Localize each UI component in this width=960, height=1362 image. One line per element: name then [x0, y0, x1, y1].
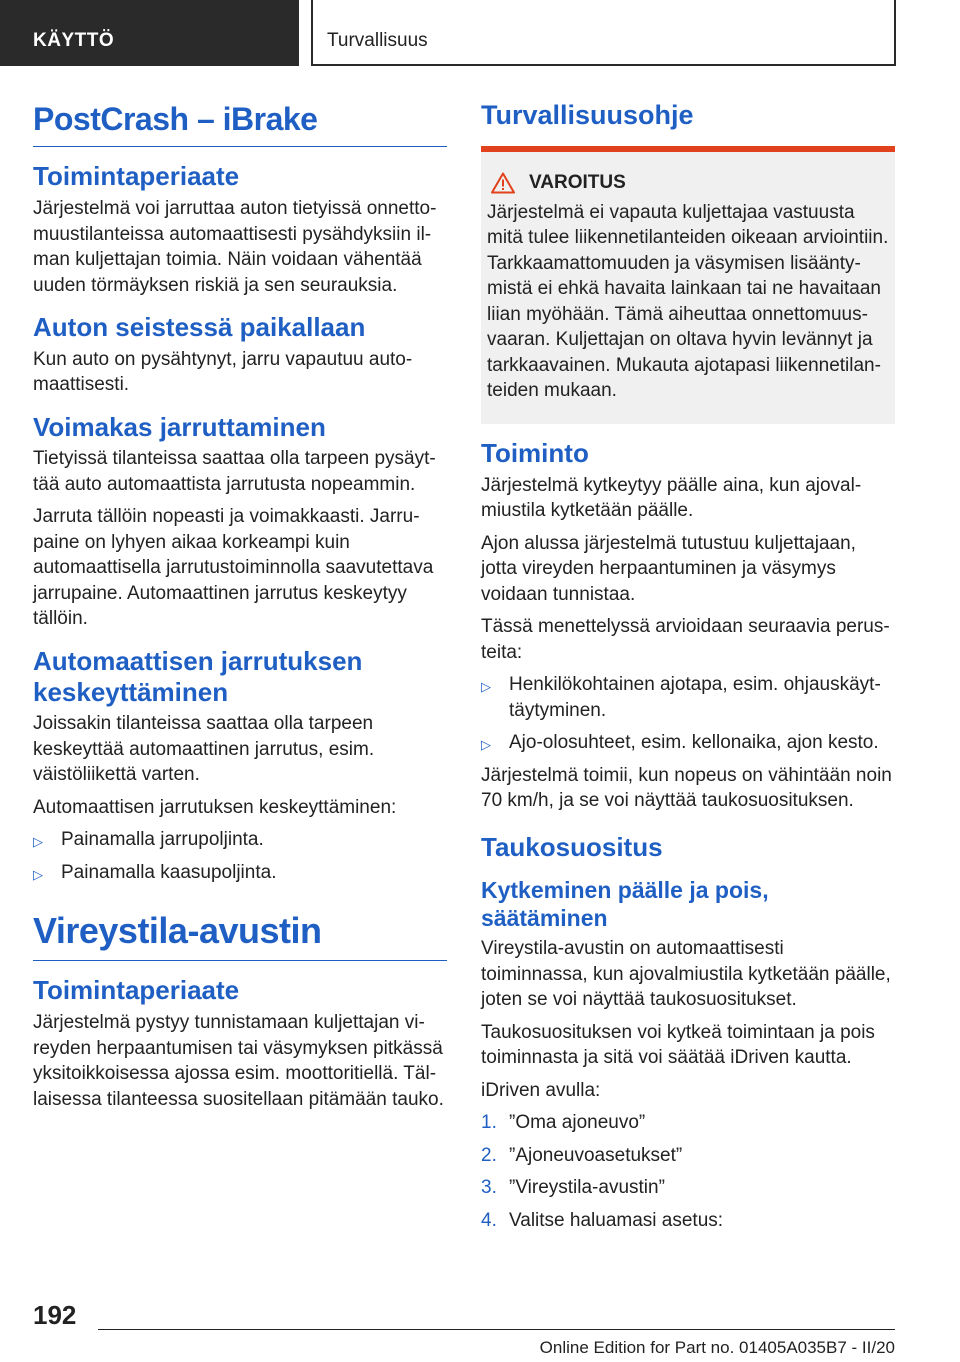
- paragraph-strong-braking-1: Tietyissä tilanteissa saattaa olla tarpeen pysäyttää auto automaattista jarrutusta nopeammin.: [33, 448, 436, 495]
- list-item: ▷ Henkilökohtainen ajotapa, esim. ohjauskäyttäytyminen.: [481, 674, 881, 721]
- list-item: ▷ Ajo-olosuhteet, esim. kellonaika, ajon kesto.: [481, 730, 895, 756]
- heading-vigilance-assistant: Vireystila-avustin: [33, 909, 447, 961]
- section-tab: [0, 0, 299, 66]
- heading-switch-adjust: Kytkeminen päälle ja pois, säätäminen: [481, 877, 769, 932]
- warning-box: [481, 146, 895, 424]
- heading-function: Toiminto: [481, 437, 589, 468]
- heading-safety-notice: Turvallisuusohje: [481, 100, 694, 130]
- warning-triangle-icon: [491, 172, 515, 194]
- heading-principle: Toimintaperiaate: [33, 161, 240, 192]
- heading-stationary: Auton seistessä paikallaan: [33, 312, 366, 343]
- left-column: [33, 100, 447, 1119]
- chapter-label: Turvallisuus: [327, 30, 428, 51]
- triangle-right-icon: ▷: [33, 834, 43, 850]
- heading-interrupt-braking: Automaattisen jarrutuksen keskeyttäminen: [33, 645, 363, 707]
- heading-postcrash: PostCrash – iBrake: [33, 100, 447, 147]
- page-number: 192: [33, 1300, 77, 1330]
- paragraph-function-4: Järjestelmä toimii, kun nopeus on vähintään noin 70 km/h, ja se voi näyttää taukosuosituksen.: [481, 764, 892, 812]
- edition-text: Online Edition for Part no. 01405A035B7 - II/20: [539, 1338, 895, 1357]
- paragraph-function-3: Tässä menettelyssä arvioidaan seuraavia perusteita:: [481, 616, 890, 663]
- chapter-tab: [311, 0, 896, 66]
- paragraph-interrupt-1: Joissakin tilanteissa saattaa olla tarpeen keskeyttää automaattinen jarrutus, esim. väistöliikettä varten.: [33, 713, 375, 786]
- warning-label: VAROITUS: [529, 171, 626, 193]
- list-item: 4. Valitse haluamasi asetus:: [481, 1209, 724, 1231]
- list-item: ▷ Painamalla jarrupoljinta.: [33, 827, 447, 853]
- triangle-right-icon: ▷: [481, 679, 491, 695]
- triangle-right-icon: ▷: [33, 866, 43, 882]
- idrive-steps-list: [481, 1110, 895, 1233]
- heading-break-recommendation: Taukosuositus: [481, 831, 663, 862]
- page-footer: [0, 1290, 960, 1362]
- section-label: KÄYTTÖ: [33, 30, 115, 51]
- warning-text: Järjestelmä ei vapauta kuljettajaa vastuusta mitä tulee liikennetilanteiden oikeaan arviointiin. Tarkkaamattomuuden ja väsymisen lisääntymistä ei ehkä havaita lainkaan tai ne havaitaan liian myöhään. Tämä aiheuttaa onnettomuusvaaran. Kuljettajan on oltava hyvin levännyt ja tarkkaavainen. Mukauta ajotapasi liikennetilanteiden mukaan.: [487, 201, 889, 402]
- list-item: 3. ”Vireystila-avustin”: [481, 1177, 665, 1199]
- warning-title: [487, 172, 889, 194]
- paragraph-strong-braking-2: Jarruta tällöin nopeasti ja voimakkaasti. Jarrupaine on lyhyen aikaa korkeampi kuin automaattisella jarrutustoiminnolla saavutettava jarrupaine. Automaattinen jarrutus keskeytyy tällöin.: [33, 506, 434, 630]
- paragraph-interrupt-2: Automaattisen jarrutuksen keskeyttäminen:: [33, 796, 397, 818]
- paragraph-stationary: Kun auto on pysähtynyt, jarru vapautuu automaattisesti.: [33, 348, 413, 396]
- list-item: ▷ Painamalla kaasupoljinta.: [33, 860, 447, 886]
- list-item: 2. ”Ajoneuvoasetukset”: [481, 1144, 683, 1166]
- criteria-bullet-list: [481, 672, 895, 756]
- paragraph-switch-3: iDriven avulla:: [481, 1079, 601, 1101]
- interrupt-bullet-list: [33, 827, 447, 885]
- footer-divider: [98, 1329, 895, 1330]
- triangle-right-icon: ▷: [481, 737, 491, 753]
- paragraph-function-2: Ajon alussa järjestelmä tutustuu kuljettajaan, jotta vireyden herpaantuminen ja väsymys voidaan tunnistaa.: [481, 532, 856, 605]
- page-header: [0, 0, 960, 66]
- heading-principle-2: Toimintaperiaate: [33, 975, 240, 1006]
- paragraph-switch-2: Taukosuosituksen voi kytkeä toimintaan ja pois toiminnasta ja sitä voi säätää iDriven kautta.: [481, 1021, 875, 1069]
- paragraph-principle-2: Järjestelmä pystyy tunnistamaan kuljettajan vireyden herpaantumisen tai väsymyksen pitkässä yksitoikkoisessa ajossa esim. moottoritiellä. Tällaisessa tilanteessa suositellaan pitämään tauko.: [33, 1012, 444, 1110]
- heading-strong-braking: Voimakas jarruttaminen: [33, 411, 326, 442]
- paragraph-function-1: Järjestelmä kytkeytyy päälle aina, kun ajovalmiustila kytketään päälle.: [481, 474, 862, 522]
- paragraph-switch-1: Vireystila-avustin on automaattisesti toiminnassa, kun ajovalmiustila kytketään päälle, joten se voi näyttää taukosuositukset.: [481, 938, 891, 1011]
- right-column: [481, 100, 895, 1240]
- paragraph-principle: Järjestelmä voi jarruttaa auton tietyissä onnettomuustilanteissa automaattisesti pysähdyksiin ilman kuljettajan toimia. Näin voidaan vähentää uuden törmäyksen riskiä ja sen seurauksia.: [33, 198, 437, 296]
- list-item: 1. ”Oma ajoneuvo”: [481, 1112, 646, 1134]
